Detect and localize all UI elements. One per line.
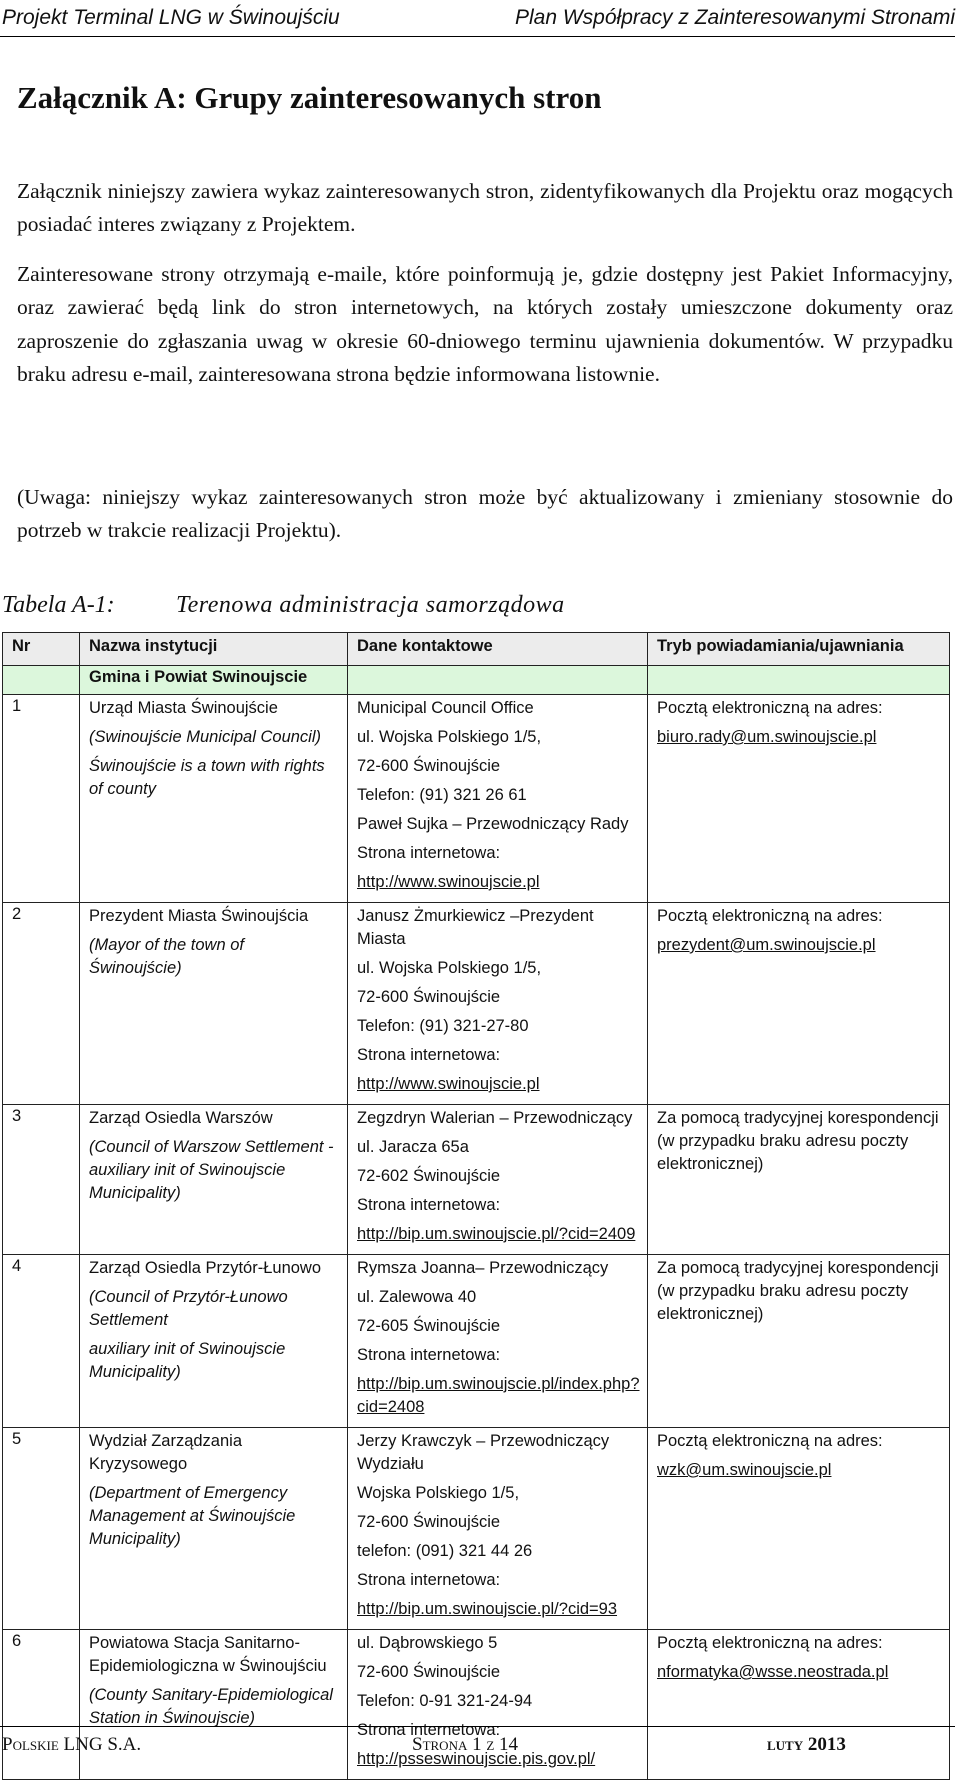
header-mode: Tryb powiadamiania/ujawniania (648, 633, 950, 666)
institution-name-english: (Swinoujście Municipal Council) (89, 728, 322, 746)
notification-mode: Pocztą elektroniczną na adres: (657, 1432, 883, 1450)
contact-line: 72-600 Świnoujście (357, 988, 501, 1006)
contact-line: Strona internetowa: (357, 1346, 501, 1364)
notification-mode-cell (648, 1630, 950, 1780)
notification-mode: Za pomocą tradycyjnej korespondencji (w przypadku braku adresu poczty elektronicznej) (657, 1259, 939, 1323)
contact-website-link[interactable]: http://www.swinoujscie.pl (357, 873, 540, 891)
contact-website-link[interactable]: http://bip.um.swinoujscie.pl/index.php?cid=2408 (357, 1375, 640, 1416)
contact-line: Telefon: (91) 321 26 61 (357, 786, 527, 804)
notification-mode: Pocztą elektroniczną na adres: (657, 699, 883, 717)
contact-line: 72-600 Świnoujście (357, 1513, 501, 1531)
table-row (3, 1630, 950, 1780)
institution-cell (80, 695, 348, 903)
contact-cell (348, 1428, 648, 1630)
footer-page-number: Strona 1 z 14 (412, 1734, 519, 1755)
contact-cell (348, 1105, 648, 1255)
footer-date: luty 2013 (767, 1734, 846, 1755)
notification-mode: Pocztą elektroniczną na adres: (657, 907, 883, 925)
header-contact: Dane kontaktowe (348, 633, 648, 666)
contact-line: 72-602 Świnoujście (357, 1167, 501, 1185)
contact-line: Wojska Polskiego 1/5, (357, 1484, 520, 1502)
note-paragraph: (Uwaga: niniejszy wykaz zainteresowanych stron może być aktualizowany i zmieniany stosownie do potrzeb w trakcie realizacji Projektu). (17, 485, 953, 543)
row-number: 5 (3, 1428, 80, 1630)
institution-cell (80, 1630, 348, 1780)
institution-name-english: auxiliary init of Swinoujscie Municipality) (89, 1340, 286, 1381)
row-number: 3 (3, 1105, 80, 1255)
footer-company: Polskie LNG S.A. (2, 1734, 142, 1755)
row-number: 2 (3, 903, 80, 1105)
contact-line: Rymsza Joanna– Przewodniczący (357, 1259, 609, 1277)
notification-mode-cell (648, 1428, 950, 1630)
institution-cell (80, 1105, 348, 1255)
contact-line: ul. Wojska Polskiego 1/5, (357, 728, 542, 746)
contact-line: 72-605 Świnoujście (357, 1317, 501, 1335)
institution-name: Wydział Zarządzania Kryzysowego (89, 1432, 242, 1473)
contact-website-link[interactable]: http://www.swinoujscie.pl (357, 1075, 540, 1093)
table-row (3, 1255, 950, 1428)
table-row (3, 1428, 950, 1630)
group-name: Gmina i Powiat Swinoujscie (80, 666, 348, 695)
notification-mode: Pocztą elektroniczną na adres: (657, 1634, 883, 1652)
contact-cell (348, 1630, 648, 1780)
institution-name: Zarząd Osiedla Przytór-Łunowo (89, 1259, 322, 1277)
row-number: 6 (3, 1630, 80, 1780)
contact-line: Strona internetowa: (357, 1571, 501, 1589)
notification-mode-cell (648, 695, 950, 903)
email-link[interactable]: wzk@um.swinoujscie.pl (657, 1461, 832, 1479)
institution-cell (80, 1428, 348, 1630)
contact-line: ul. Wojska Polskiego 1/5, (357, 959, 542, 977)
institution-cell (80, 1255, 348, 1428)
stakeholder-table (2, 632, 950, 1780)
footer-rule (0, 1726, 955, 1727)
contact-cell (348, 695, 648, 903)
contact-website-link[interactable]: http://bip.um.swinoujscie.pl/?cid=93 (357, 1600, 618, 1618)
email-link[interactable]: nformatyka@wsse.neostrada.pl (657, 1663, 889, 1681)
table-header-row (3, 633, 950, 666)
contact-line: Strona internetowa: (357, 844, 501, 862)
contact-line: Jerzy Krawczyk – Przewodniczący Wydziału (357, 1432, 610, 1473)
table-row (3, 903, 950, 1105)
institution-name: Prezydent Miasta Świnoujścia (89, 907, 309, 925)
institution-name-english: (Council of Warszow Settlement - auxiliary init of Swinoujscie Municipality) (89, 1138, 334, 1202)
notification-mode: Za pomocą tradycyjnej korespondencji (w przypadku braku adresu poczty elektronicznej) (657, 1109, 939, 1173)
page-title: Załącznik A: Grupy zainteresowanych stron (17, 80, 602, 115)
contact-line: Paweł Sujka – Przewodniczący Rady (357, 815, 629, 833)
contact-cell (348, 1255, 648, 1428)
table-row (3, 695, 950, 903)
contact-website-link[interactable]: http://psseswinoujscie.pis.gov.pl/ (357, 1750, 596, 1768)
contact-line: 72-600 Świnoujście (357, 1663, 501, 1681)
header-document-name: Plan Współpracy z Zainteresowanymi Stronami (515, 6, 955, 29)
institution-name-english: (Mayor of the town of Świnoujście) (89, 936, 244, 977)
email-link[interactable]: biuro.rady@um.swinoujscie.pl (657, 728, 877, 746)
email-paragraph: Zainteresowane strony otrzymają e-maile, które poinformują je, gdzie dostępny jest Pakiet Informacyjny, oraz zawierać będą link do stron internetowych, na których zostały umieszczone dokumenty oraz zaproszenie do zgłaszania uwag w okresie 60-dniowego terminu ujawnienia dokumentów. W przypadku braku adresu e-mail, zainteresowana strona będzie informowana listownie. (17, 262, 953, 386)
table-caption-label: Tabela A-1: (2, 592, 115, 618)
contact-cell (348, 903, 648, 1105)
contact-website-link[interactable]: http://bip.um.swinoujscie.pl/?cid=2409 (357, 1225, 636, 1243)
page-header (0, 4, 955, 34)
contact-line: Municipal Council Office (357, 699, 534, 717)
contact-line: Strona internetowa: (357, 1721, 501, 1739)
institution-cell (80, 903, 348, 1105)
intro-paragraph: Załącznik niniejszy zawiera wykaz zainteresowanych stron, zidentyfikowanych dla Projektu oraz mogących posiadać interes związany z Projektem. (17, 179, 953, 237)
contact-line: Telefon: 0-91 321-24-94 (357, 1692, 533, 1710)
contact-line: ul. Jaracza 65a (357, 1138, 469, 1156)
contact-line: ul. Zalewowa 40 (357, 1288, 477, 1306)
institution-name: Powiatowa Stacja Sanitarno-Epidemiologiczna w Świnoujściu (89, 1634, 327, 1675)
notification-mode-cell (648, 903, 950, 1105)
table-row (3, 1105, 950, 1255)
contact-line: ul. Dąbrowskiego 5 (357, 1634, 498, 1652)
institution-name: Urząd Miasta Świnoujście (89, 699, 278, 717)
notification-mode-cell (648, 1255, 950, 1428)
contact-line: Strona internetowa: (357, 1196, 501, 1214)
contact-line: Zegzdryn Walerian – Przewodniczący (357, 1109, 633, 1127)
header-rule (0, 36, 955, 37)
contact-line: Strona internetowa: (357, 1046, 501, 1064)
institution-name-english: Świnoujście is a town with rights of county (89, 757, 325, 798)
header-project-name: Projekt Terminal LNG w Świnoujściu (2, 6, 340, 29)
contact-line: Telefon: (91) 321-27-80 (357, 1017, 529, 1035)
header-name: Nazwa instytucji (80, 633, 348, 666)
row-number: 1 (3, 695, 80, 903)
contact-line: 72-600 Świnoujście (357, 757, 501, 775)
institution-name: Zarząd Osiedla Warszów (89, 1109, 273, 1127)
group-row (3, 666, 950, 695)
institution-name-english: (County Sanitary-Epidemiological Station in Świnoujscie) (89, 1686, 333, 1727)
contact-line: telefon: (091) 321 44 26 (357, 1542, 533, 1560)
table-caption-title: Terenowa administracja samorządowa (176, 592, 565, 618)
header-nr: Nr (3, 633, 80, 666)
institution-name-english: (Council of Przytór-Łunowo Settlement (89, 1288, 288, 1329)
email-link[interactable]: prezydent@um.swinoujscie.pl (657, 936, 876, 954)
contact-line: Janusz Żmurkiewicz –Prezydent Miasta (357, 907, 594, 948)
institution-name-english: (Department of Emergency Management at Świnoujście Municipality) (89, 1484, 296, 1548)
notification-mode-cell (648, 1105, 950, 1255)
row-number: 4 (3, 1255, 80, 1428)
